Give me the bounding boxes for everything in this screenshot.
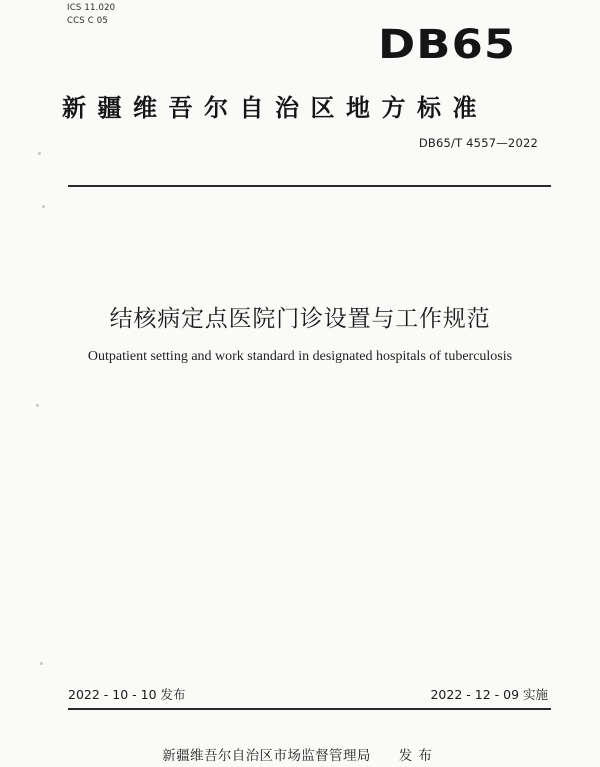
implementation-date: 2022 - 12 - 09 实施	[430, 687, 548, 702]
db65-logo: DB65	[378, 22, 517, 68]
footer-divider	[68, 708, 551, 710]
publisher-name: 新疆维吾尔自治区市场监督管理局	[162, 748, 371, 764]
classification-codes	[67, 2, 115, 28]
standard-number: DB65/T 4557—2022	[418, 136, 538, 150]
document-title-english: Outpatient setting and work standard in designated hospitals of tuberculosis	[87, 349, 513, 364]
publish-label: 发布	[398, 748, 438, 764]
scan-speck	[40, 662, 43, 665]
publisher-line	[0, 744, 600, 764]
scan-speck	[36, 404, 39, 407]
ics-code: ICS 11.020	[67, 3, 116, 13]
issue-date: 2022 - 10 - 10 发布	[68, 687, 186, 702]
ccs-code: CCS C 05	[67, 16, 109, 26]
standard-type-heading: 新疆维吾尔自治区地方标准	[62, 94, 488, 122]
header-divider	[68, 185, 551, 187]
scan-speck	[42, 205, 45, 208]
document-title-chinese: 结核病定点医院门诊设置与工作规范	[109, 306, 491, 332]
scan-speck	[38, 152, 41, 155]
